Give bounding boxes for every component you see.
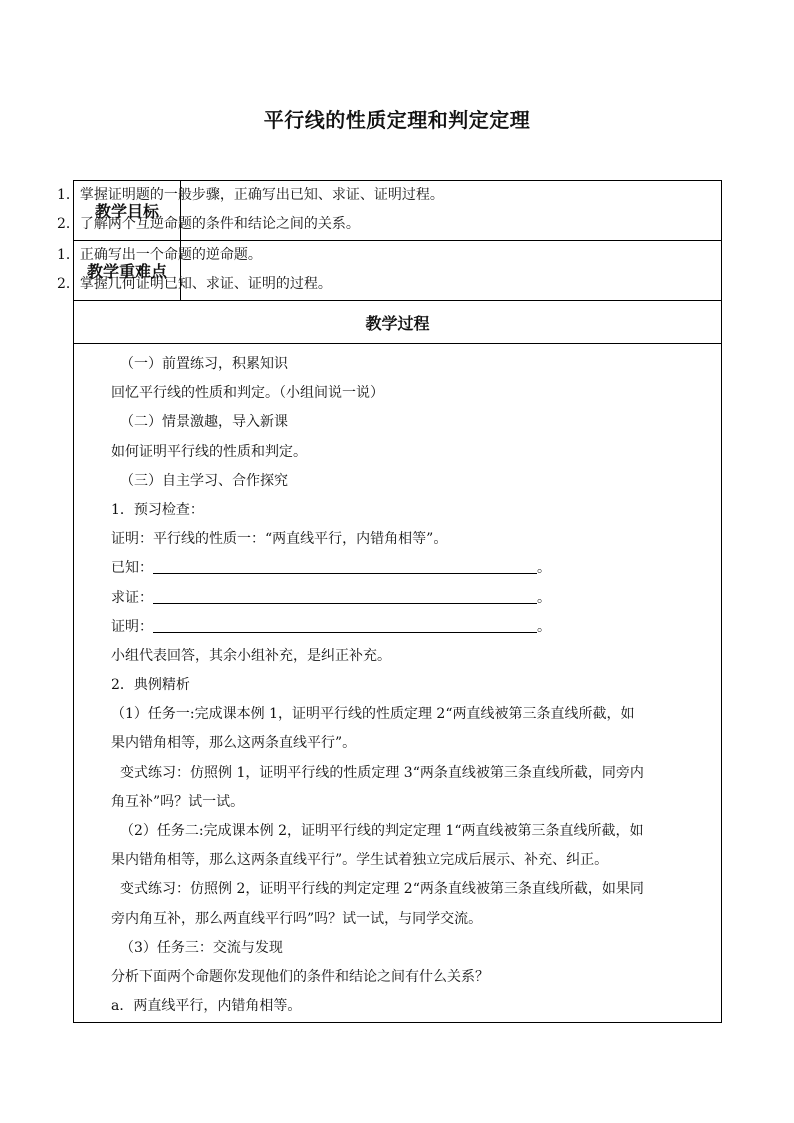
variant-2-line-2: 旁内角互补，那么两直线平行吗”吗？试一试，与同学交流。 <box>111 910 483 927</box>
proof-blank[interactable] <box>153 614 537 633</box>
task-1-line-2: 果内错角相等，那么这两条直线平行”。 <box>111 735 357 752</box>
prove-line <box>111 584 715 613</box>
variant-1-line-1: 变式练习：仿照例 1，证明平行线的性质定理 3“两条直线被第三条直线所截，同旁内 <box>120 764 644 781</box>
process-header: 教学过程 <box>74 301 722 344</box>
preview-heading: 1．预习检查： <box>111 501 204 518</box>
lesson-plan-table <box>57 180 722 1023</box>
known-blank[interactable] <box>153 555 537 574</box>
prove-label: 求证： <box>111 589 153 606</box>
task-2-line-2: 果内错角相等，那么这两条直线平行”。学生试着独立完成后展示、补充、纠正。 <box>111 852 609 869</box>
task-1-line-1: （1）任务一:完成课本例 1，证明平行线的性质定理 2“两直线被第三条直线所截，如 <box>111 706 635 723</box>
section-2-heading: （二）情景激趣，导入新课 <box>120 414 288 431</box>
goals-row <box>74 181 722 241</box>
key-points-label: 教学重难点 <box>74 241 181 301</box>
proof-line <box>111 613 715 642</box>
key-point-item-2: 2．掌握几何证明已知、求证、证明的过程。 <box>57 276 332 292</box>
goals-label: 教学目标 <box>74 181 181 241</box>
section-2-text: 如何证明平行线的性质和判定。 <box>111 443 307 460</box>
prove-blank[interactable] <box>153 585 537 604</box>
key-points-row <box>74 241 722 301</box>
proof-period: 。 <box>537 618 551 635</box>
document-title: 平行线的性质定理和判定定理 <box>263 108 531 132</box>
proof-label: 证明： <box>111 618 153 635</box>
proof-prompt: 证明：平行线的性质一：“两直线平行，内错角相等”。 <box>111 531 448 548</box>
known-line <box>111 554 715 583</box>
proposition-a: a．两直线平行，内错角相等。 <box>111 998 302 1015</box>
variant-2-line-1: 变式练习：仿照例 2，证明平行线的判定定理 2“两条直线被第三条直线所截，如果同 <box>120 881 644 898</box>
process-content <box>74 344 722 1023</box>
process-header-row <box>74 301 722 344</box>
example-heading: 2．典例精析 <box>111 677 190 694</box>
section-1-text: 回忆平行线的性质和判定。（小组间说一说） <box>111 385 384 402</box>
section-3-heading: （三）自主学习、合作探究 <box>120 472 288 489</box>
task-3-heading: （3）任务三：交流与发现 <box>120 939 283 956</box>
known-period: 。 <box>537 560 551 577</box>
goal-item-1: 1．掌握证明题的一般步骤，正确写出已知、求证、证明过程。 <box>57 187 444 203</box>
prove-period: 。 <box>537 589 551 606</box>
analysis-text: 分析下面两个命题你发现他们的条件和结论之间有什么关系？ <box>111 968 489 985</box>
task-2-line-1: （2）任务二:完成课本例 2，证明平行线的判定定理 1“两直线被第三条直线所截，如 <box>120 823 644 839</box>
group-answer: 小组代表回答，其余小组补充，是纠正补充。 <box>111 647 391 664</box>
process-content-row <box>74 344 722 1023</box>
known-label: 已知： <box>111 560 153 577</box>
goal-item-2: 2．了解两个互逆命题的条件和结论之间的关系。 <box>57 216 360 232</box>
variant-1-line-2: 角互补”吗？试一试。 <box>111 793 245 810</box>
section-1-heading: （一）前置练习，积累知识 <box>120 356 288 372</box>
key-point-item-1: 1．正确写出一个命题的逆命题。 <box>57 247 262 263</box>
